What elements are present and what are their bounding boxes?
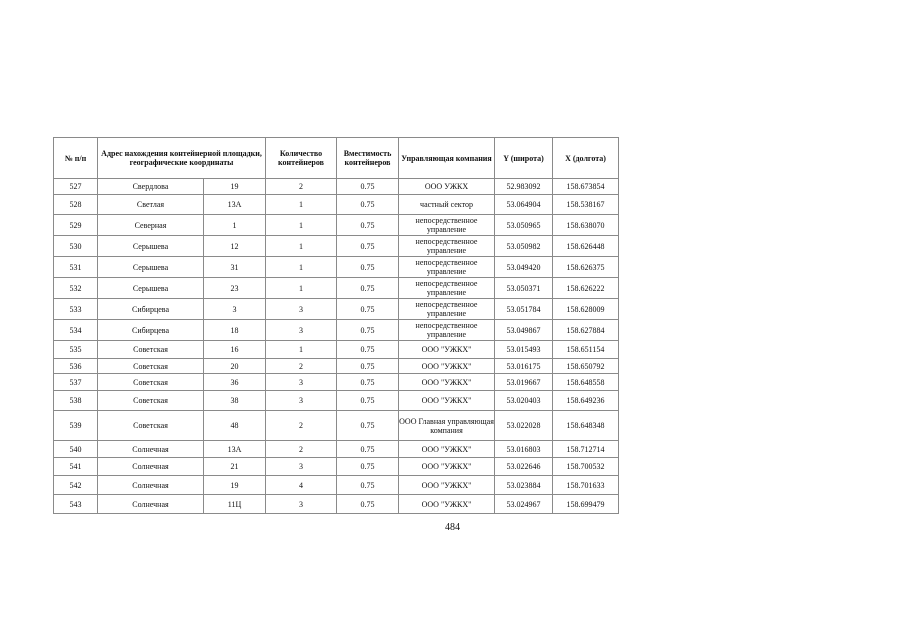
cell-count: 4 (266, 476, 337, 495)
cell-capacity: 0.75 (337, 195, 399, 215)
cell-company: непосредственное управление (399, 257, 495, 278)
cell-capacity: 0.75 (337, 299, 399, 320)
table-row (54, 257, 619, 278)
cell-x: 158.650792 (553, 359, 619, 374)
cell-house: 48 (204, 411, 266, 441)
cell-count: 2 (266, 359, 337, 374)
cell-street: Северная (98, 215, 204, 236)
cell-capacity: 0.75 (337, 236, 399, 257)
cell-num: 537 (54, 374, 98, 391)
cell-y: 53.015493 (495, 341, 553, 359)
table-body (54, 179, 619, 514)
cell-street: Сибирцева (98, 320, 204, 341)
table-row (54, 374, 619, 391)
table-row (54, 495, 619, 514)
cell-street: Солнечная (98, 441, 204, 458)
cell-num: 534 (54, 320, 98, 341)
cell-count: 2 (266, 179, 337, 195)
cell-house: 11Ц (204, 495, 266, 514)
cell-house: 3 (204, 299, 266, 320)
cell-x: 158.628009 (553, 299, 619, 320)
cell-company: ООО "УЖКХ" (399, 341, 495, 359)
table-row (54, 441, 619, 458)
cell-count: 3 (266, 391, 337, 411)
cell-num: 530 (54, 236, 98, 257)
cell-house: 18 (204, 320, 266, 341)
cell-x: 158.626448 (553, 236, 619, 257)
cell-house: 38 (204, 391, 266, 411)
cell-x: 158.648558 (553, 374, 619, 391)
cell-x: 158.627884 (553, 320, 619, 341)
cell-street: Солнечная (98, 476, 204, 495)
cell-company: непосредственное управление (399, 236, 495, 257)
cell-house: 12 (204, 236, 266, 257)
cell-num: 528 (54, 195, 98, 215)
cell-y: 53.016803 (495, 441, 553, 458)
cell-count: 3 (266, 495, 337, 514)
cell-num: 536 (54, 359, 98, 374)
cell-street: Сибирцева (98, 299, 204, 320)
cell-street: Советская (98, 359, 204, 374)
cell-street: Серышева (98, 278, 204, 299)
cell-company: непосредственное управление (399, 215, 495, 236)
cell-company: ООО Главная управляющая компания (399, 411, 495, 441)
cell-capacity: 0.75 (337, 476, 399, 495)
cell-house: 20 (204, 359, 266, 374)
cell-y: 53.051784 (495, 299, 553, 320)
table-row (54, 215, 619, 236)
cell-y: 53.020403 (495, 391, 553, 411)
cell-x: 158.649236 (553, 391, 619, 411)
cell-company: ООО "УЖКХ" (399, 458, 495, 476)
cell-x: 158.638070 (553, 215, 619, 236)
cell-x: 158.538167 (553, 195, 619, 215)
cell-num: 531 (54, 257, 98, 278)
cell-capacity: 0.75 (337, 411, 399, 441)
cell-house: 1 (204, 215, 266, 236)
cell-company: непосредственное управление (399, 278, 495, 299)
cell-num: 527 (54, 179, 98, 195)
cell-capacity: 0.75 (337, 495, 399, 514)
cell-count: 1 (266, 257, 337, 278)
header-address: Адрес нахождения контейнерной площадки, географические координаты (98, 138, 266, 179)
cell-company: частный сектор (399, 195, 495, 215)
header-x: X (долгота) (553, 138, 619, 179)
cell-house: 13А (204, 195, 266, 215)
cell-capacity: 0.75 (337, 179, 399, 195)
cell-y: 52.983092 (495, 179, 553, 195)
table-row (54, 359, 619, 374)
cell-capacity: 0.75 (337, 391, 399, 411)
cell-company: непосредственное управление (399, 320, 495, 341)
cell-x: 158.626222 (553, 278, 619, 299)
cell-house: 16 (204, 341, 266, 359)
cell-house: 23 (204, 278, 266, 299)
cell-company: ООО УЖКХ (399, 179, 495, 195)
cell-num: 533 (54, 299, 98, 320)
cell-y: 53.050982 (495, 236, 553, 257)
cell-street: Светлая (98, 195, 204, 215)
cell-x: 158.651154 (553, 341, 619, 359)
cell-x: 158.673854 (553, 179, 619, 195)
cell-company: ООО "УЖКХ" (399, 441, 495, 458)
cell-capacity: 0.75 (337, 341, 399, 359)
header-y: Y (широта) (495, 138, 553, 179)
header-count: Количество контейнеров (266, 138, 337, 179)
cell-count: 3 (266, 374, 337, 391)
cell-y: 53.064904 (495, 195, 553, 215)
cell-x: 158.626375 (553, 257, 619, 278)
cell-count: 1 (266, 215, 337, 236)
table-row (54, 391, 619, 411)
cell-num: 542 (54, 476, 98, 495)
cell-num: 540 (54, 441, 98, 458)
cell-x: 158.701633 (553, 476, 619, 495)
cell-y: 53.049867 (495, 320, 553, 341)
cell-y: 53.049420 (495, 257, 553, 278)
cell-count: 2 (266, 441, 337, 458)
cell-house: 19 (204, 179, 266, 195)
cell-num: 535 (54, 341, 98, 359)
cell-count: 3 (266, 458, 337, 476)
cell-street: Советская (98, 374, 204, 391)
cell-x: 158.712714 (553, 441, 619, 458)
cell-company: непосредственное управление (399, 299, 495, 320)
table-row (54, 341, 619, 359)
cell-house: 31 (204, 257, 266, 278)
cell-count: 3 (266, 299, 337, 320)
cell-y: 53.019667 (495, 374, 553, 391)
cell-x: 158.700532 (553, 458, 619, 476)
cell-street: Серышева (98, 236, 204, 257)
cell-count: 1 (266, 341, 337, 359)
cell-street: Свердлова (98, 179, 204, 195)
table-row (54, 476, 619, 495)
cell-x: 158.699479 (553, 495, 619, 514)
cell-y: 53.050371 (495, 278, 553, 299)
cell-count: 2 (266, 411, 337, 441)
cell-y: 53.016175 (495, 359, 553, 374)
cell-capacity: 0.75 (337, 278, 399, 299)
cell-street: Советская (98, 391, 204, 411)
cell-count: 3 (266, 320, 337, 341)
cell-x: 158.648348 (553, 411, 619, 441)
cell-capacity: 0.75 (337, 257, 399, 278)
cell-count: 1 (266, 278, 337, 299)
cell-street: Солнечная (98, 495, 204, 514)
cell-count: 1 (266, 195, 337, 215)
cell-house: 21 (204, 458, 266, 476)
table-row (54, 278, 619, 299)
header-capacity: Вместимость контейнеров (337, 138, 399, 179)
container-sites-table (53, 137, 619, 514)
cell-company: ООО "УЖКХ" (399, 495, 495, 514)
header-num: № п/п (54, 138, 98, 179)
cell-street: Солнечная (98, 458, 204, 476)
cell-company: ООО "УЖКХ" (399, 476, 495, 495)
cell-num: 541 (54, 458, 98, 476)
cell-capacity: 0.75 (337, 374, 399, 391)
table-row (54, 411, 619, 441)
cell-count: 1 (266, 236, 337, 257)
cell-street: Советская (98, 341, 204, 359)
cell-company: ООО "УЖКХ" (399, 359, 495, 374)
cell-num: 538 (54, 391, 98, 411)
page-number: 484 (445, 522, 460, 533)
cell-company: ООО "УЖКХ" (399, 374, 495, 391)
cell-capacity: 0.75 (337, 458, 399, 476)
cell-num: 532 (54, 278, 98, 299)
table-row (54, 195, 619, 215)
cell-house: 13А (204, 441, 266, 458)
cell-y: 53.022028 (495, 411, 553, 441)
cell-y: 53.050965 (495, 215, 553, 236)
cell-y: 53.023884 (495, 476, 553, 495)
cell-y: 53.024967 (495, 495, 553, 514)
header-company: Управляющая компания (399, 138, 495, 179)
cell-num: 529 (54, 215, 98, 236)
cell-num: 543 (54, 495, 98, 514)
cell-capacity: 0.75 (337, 441, 399, 458)
cell-capacity: 0.75 (337, 359, 399, 374)
cell-capacity: 0.75 (337, 320, 399, 341)
table-row (54, 179, 619, 195)
cell-house: 36 (204, 374, 266, 391)
cell-street: Серышева (98, 257, 204, 278)
table-row (54, 458, 619, 476)
cell-street: Советская (98, 411, 204, 441)
table-row (54, 236, 619, 257)
cell-house: 19 (204, 476, 266, 495)
cell-y: 53.022646 (495, 458, 553, 476)
cell-num: 539 (54, 411, 98, 441)
cell-capacity: 0.75 (337, 215, 399, 236)
table-row (54, 299, 619, 320)
table-header-row (54, 138, 619, 179)
cell-company: ООО "УЖКХ" (399, 391, 495, 411)
table-row (54, 320, 619, 341)
